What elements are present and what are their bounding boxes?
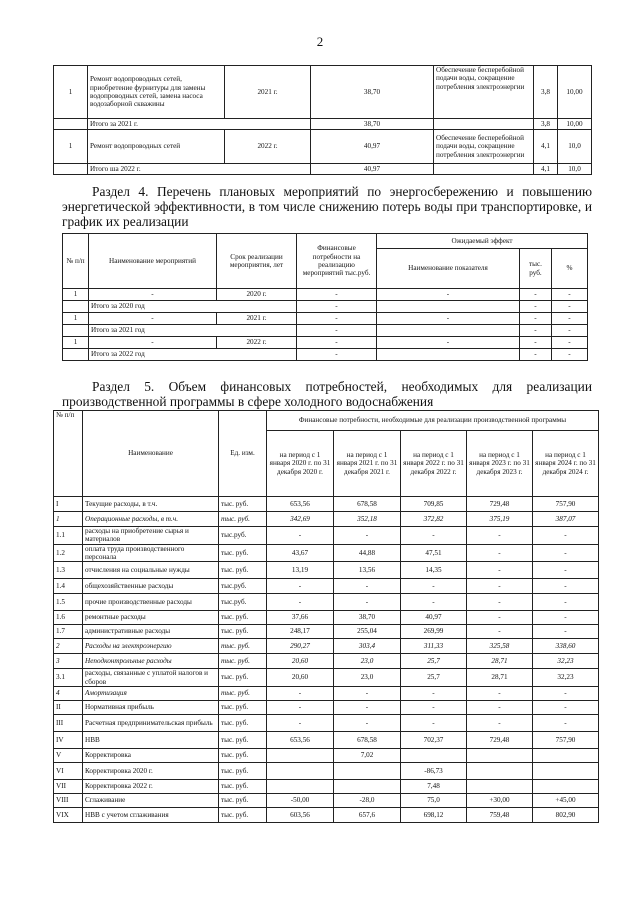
measure-year: 2021 г. [217,313,297,325]
row-value [467,749,533,763]
row-value: - [533,715,599,732]
effect-percent: - [552,313,588,325]
row-value: 342,69 [267,512,334,527]
row-number: VIX [54,808,83,823]
row-value: 802,90 [533,808,599,823]
row-number: I [54,497,83,512]
row-value: - [334,715,401,732]
measure-finance: - [297,289,377,301]
row-unit: тыс.руб. [219,527,267,545]
row-value: - [467,594,533,611]
row-value: 47,51 [401,544,467,562]
row-value [401,749,467,763]
indicator: - [377,337,520,349]
row-value: 44,88 [334,544,401,562]
row-number: 1 [54,512,83,527]
row-value: +45,00 [533,794,599,808]
table-row [63,289,588,301]
total-value: - [520,301,552,313]
total-value: 4,1 [534,164,558,175]
row-value: 269,99 [401,625,467,639]
row-value: - [267,594,334,611]
row-unit: тыс. руб. [219,544,267,562]
row-value: - [533,562,599,579]
row-value: 352,18 [334,512,401,527]
table-row [54,594,599,611]
row-value: 28,71 [467,654,533,669]
row-name: НВВ с учетом сглаживания [83,808,219,823]
header-number: № п/п [63,234,89,289]
row-unit: тыс. руб. [219,625,267,639]
row-name: Корректировка 2020 г. [83,763,219,780]
row-name: оплата труда производственного персонала [83,544,219,562]
row-number: 1.5 [54,594,83,611]
row-number: 1 [54,130,88,164]
measure-year: 2022 г. [225,130,311,164]
row-name: отчисления на социальные нужды [83,562,219,579]
row-value: 20,60 [267,669,334,687]
row-unit: тыс.руб. [219,594,267,611]
row-value: - [267,579,334,594]
table-row [54,715,599,732]
effect-value: - [520,313,552,325]
table-row [63,301,588,313]
row-value: - [533,701,599,715]
row-unit: тыс. руб. [219,512,267,527]
total-label: Итого за 2021 г. [88,119,311,130]
effect-percent: 10,00 [558,66,592,119]
row-value: 32,23 [533,669,599,687]
table-row [54,763,599,780]
row-value: 40,97 [401,611,467,625]
table-row [63,313,588,325]
measure-name: Ремонт водопроводных сетей [88,130,225,164]
measure-name: - [89,289,217,301]
row-unit: тыс. руб. [219,687,267,701]
effect-percent: - [552,289,588,301]
row-value [267,763,334,780]
page-number: 2 [316,34,324,49]
row-unit: тыс.руб. [219,579,267,594]
row-value: 759,48 [467,808,533,823]
header-period-2023: на период с 1 января 2023 г. по 31 декабря 2023 г. [467,431,533,497]
table-row [54,562,599,579]
indicator: - [377,289,520,301]
row-value [533,780,599,794]
row-value: - [334,594,401,611]
total-value: - [520,325,552,337]
row-value: - [467,544,533,562]
row-number: 1.1 [54,527,83,545]
row-value: - [267,701,334,715]
row-number: VIII [54,794,83,808]
row-value: 757,90 [533,497,599,512]
section-4-heading: Раздел 4. Перечень плановых мероприятий по энергосбережению и повышению энергетической эффективности, в том числе снижению потерь воды при транспортировке, и график их реализации [62,184,592,229]
header-finance: Финансовые потребности на реализацию мероприятий тыс.руб. [297,234,377,289]
section-4-table [62,233,588,361]
row-value [467,763,533,780]
header-effect: Ожидаемый эффект [377,234,588,249]
row-number: VII [54,780,83,794]
measure-name: - [89,337,217,349]
row-number: 3.1 [54,669,83,687]
row-name: ремонтные расходы [83,611,219,625]
table-row [54,780,599,794]
row-value: - [401,527,467,545]
row-unit: тыс. руб. [219,669,267,687]
row-value: 13,19 [267,562,334,579]
total-label: Итого ша 2022 г. [88,164,311,175]
effect-percent: 10,0 [558,130,592,164]
table-row [54,130,592,164]
measure-effect: Обеспечение бесперебойной подачи воды, сокращение потребления электроэнергии [434,130,534,164]
row-value: 698,12 [401,808,467,823]
row-name: Нормативная прибыль [83,701,219,715]
row-value: - [401,701,467,715]
effect-percent: - [552,337,588,349]
measure-name: - [89,313,217,325]
table-row [54,625,599,639]
row-name: Расчетная предпринимательская прибыль [83,715,219,732]
measure-cost: 40,97 [311,130,434,164]
row-value: - [467,611,533,625]
table-row [54,639,599,654]
row-number: VI [54,763,83,780]
row-value: - [401,715,467,732]
row-number: 2 [54,639,83,654]
row-value [467,780,533,794]
row-number: 1 [54,66,88,119]
row-value: - [467,527,533,545]
row-value: - [533,544,599,562]
table-row [54,497,599,512]
row-value [267,780,334,794]
row-value: 311,33 [401,639,467,654]
header-thous: тыс. руб. [520,249,552,289]
row-value: 603,56 [267,808,334,823]
table-row [54,544,599,562]
row-unit: тыс. руб. [219,749,267,763]
row-number: IV [54,732,83,749]
row-number: 1 [63,289,89,301]
row-value: - [401,594,467,611]
row-unit: тыс. руб. [219,780,267,794]
row-name: Корректировка [83,749,219,763]
row-name: расходы, связанные с уплатой налогов и сборов [83,669,219,687]
section-5-table [53,410,599,823]
header-period-2022: на период с 1 января 2022 г. по 31 декабря 2022 г. [401,431,467,497]
header-percent: % [552,249,588,289]
row-value: 372,82 [401,512,467,527]
row-value: 387,07 [533,512,599,527]
total-finance: - [297,349,377,361]
measure-name: Ремонт водопроводных сетей, приобретение фурнитуры для замены водопроводных сетей, замена насоса водозаборной скважины [88,66,225,119]
row-value: 338,60 [533,639,599,654]
measure-year: 2022 г. [217,337,297,349]
row-value: 28,71 [467,669,533,687]
effect-value: - [520,337,552,349]
header-period-2020: на период с 1 января 2020 г. по 31 декабря 2020 г. [267,431,334,497]
row-value: - [467,625,533,639]
row-value: 20,60 [267,654,334,669]
row-number: 4 [54,687,83,701]
measure-cost: 38,70 [311,66,434,119]
row-value: 657,6 [334,808,401,823]
row-unit: тыс. руб. [219,639,267,654]
row-unit: тыс. руб. [219,808,267,823]
row-value [533,749,599,763]
row-value: - [334,579,401,594]
row-unit: тыс. руб. [219,701,267,715]
row-name: общехозяйственные расходы [83,579,219,594]
row-value: - [467,701,533,715]
header-unit: Ед. изм. [219,411,267,497]
total-cost: 40,97 [311,164,434,175]
row-value: - [533,611,599,625]
row-number: 1.4 [54,579,83,594]
section-5-heading: Раздел 5. Объем финансовых потребностей, необходимых для реализации производственной программы в сфере холодного водоснабжения [62,379,592,409]
measure-effect: Обеспечение бесперебойной подачи воды, сокращение потребления электроэнергии [434,66,534,119]
row-value: 25,7 [401,669,467,687]
row-value: 32,23 [533,654,599,669]
row-name: НВВ [83,732,219,749]
row-value: 23,0 [334,669,401,687]
total-percent: - [552,301,588,313]
row-name: Сглаживание [83,794,219,808]
row-value: 757,90 [533,732,599,749]
row-value: - [533,594,599,611]
total-value: 3,8 [534,119,558,130]
row-value: -86,73 [401,763,467,780]
row-value: 7,48 [401,780,467,794]
row-value: 7,02 [334,749,401,763]
header-name: Наименование [83,411,219,497]
row-value [334,763,401,780]
row-value [533,763,599,780]
total-finance: - [297,325,377,337]
row-value: - [401,687,467,701]
row-value: - [401,579,467,594]
table-row [54,732,599,749]
table-row [54,749,599,763]
table-row [54,808,599,823]
total-percent: - [552,349,588,361]
row-value: 729,48 [467,497,533,512]
header-period-2024: на период с 1 января 2024 г. по 31 декабря 2024 г. [533,431,599,497]
measures-table-continued [53,65,592,175]
row-value: - [467,687,533,701]
row-name: Неподконтрольные расходы [83,654,219,669]
row-value: -28,0 [334,794,401,808]
row-name: Расходы на электроэнергию [83,639,219,654]
table-row [54,66,592,119]
total-percent: 10,0 [558,164,592,175]
row-value: 23,0 [334,654,401,669]
row-value: - [267,527,334,545]
row-unit: тыс. руб. [219,715,267,732]
measure-year: 2020 г. [217,289,297,301]
total-label: Итого за 2020 год [89,301,297,313]
row-unit: тыс. руб. [219,654,267,669]
row-value: 702,37 [401,732,467,749]
table-row [63,337,588,349]
row-unit: тыс. руб. [219,732,267,749]
table-row [63,325,588,337]
row-number: 1 [63,337,89,349]
row-number: 1.7 [54,625,83,639]
row-name: расходы на приобретение сырья и материалов [83,527,219,545]
header-period-2021: на период с 1 января 2021 г. по 31 декабря 2021 г. [334,431,401,497]
row-name: прочие производственные расходы [83,594,219,611]
row-name: Текущие расходы, в т.ч. [83,497,219,512]
header-term: Срок реализации мероприятия, лет [217,234,297,289]
row-value: 13,56 [334,562,401,579]
row-value: - [267,715,334,732]
row-number: III [54,715,83,732]
header-indicator: Наименование показателя [377,249,520,289]
total-finance: - [297,301,377,313]
table-row [54,579,599,594]
row-value [267,749,334,763]
table-row [54,611,599,625]
row-value: - [267,687,334,701]
total-value: - [520,349,552,361]
row-value: - [467,562,533,579]
row-value: - [334,701,401,715]
table-row [63,349,588,361]
row-number: 1.2 [54,544,83,562]
table-row [54,687,599,701]
row-value: 14,35 [401,562,467,579]
table-row [54,654,599,669]
table-row [54,527,599,545]
row-value: - [467,715,533,732]
row-value: 709,85 [401,497,467,512]
total-label: Итого за 2021 год [89,325,297,337]
row-value: 43,67 [267,544,334,562]
header-number: № п/п [54,411,83,497]
row-value: - [533,687,599,701]
row-value: 653,56 [267,497,334,512]
row-unit: тыс. руб. [219,763,267,780]
row-number: 1.3 [54,562,83,579]
row-value: - [533,625,599,639]
row-value: 255,04 [334,625,401,639]
measure-year: 2021 г. [225,66,311,119]
row-value: 653,56 [267,732,334,749]
total-cost: 38,70 [311,119,434,130]
row-value: 325,58 [467,639,533,654]
row-value: 290,27 [267,639,334,654]
indicator: - [377,313,520,325]
effect-value: 3,8 [534,66,558,119]
row-value: - [533,579,599,594]
row-value: 678,58 [334,497,401,512]
row-number: II [54,701,83,715]
total-percent: - [552,325,588,337]
row-number: 3 [54,654,83,669]
table-row [54,701,599,715]
row-value: - [533,527,599,545]
row-unit: тыс. руб. [219,794,267,808]
row-name: Корректировка 2022 г. [83,780,219,794]
measure-finance: - [297,337,377,349]
row-number: 1 [63,313,89,325]
row-name: административные расходы [83,625,219,639]
row-value: 37,66 [267,611,334,625]
row-number: V [54,749,83,763]
row-value [334,780,401,794]
row-value: -50,00 [267,794,334,808]
row-value: 375,19 [467,512,533,527]
row-unit: тыс. руб. [219,562,267,579]
header-name: Наименование мероприятий [89,234,217,289]
row-value: +30,00 [467,794,533,808]
table-row [54,119,592,130]
table-row [54,512,599,527]
total-percent: 10,00 [558,119,592,130]
row-value: 678,58 [334,732,401,749]
row-unit: тыс. руб. [219,497,267,512]
row-value: - [467,579,533,594]
total-label: Итого за 2022 год [89,349,297,361]
row-value: 248,17 [267,625,334,639]
measure-finance: - [297,313,377,325]
row-value: 303,4 [334,639,401,654]
row-value: - [334,527,401,545]
row-value: 729,48 [467,732,533,749]
row-name: Операционные расходы, в т.ч. [83,512,219,527]
effect-value: - [520,289,552,301]
table-row [54,164,592,175]
row-number: 1.6 [54,611,83,625]
row-name: Амортизация [83,687,219,701]
row-value: 25,7 [401,654,467,669]
row-value: 38,70 [334,611,401,625]
row-unit: тыс. руб. [219,611,267,625]
row-value: - [334,687,401,701]
table-row [54,669,599,687]
table-row [54,794,599,808]
row-value: 75,0 [401,794,467,808]
effect-value: 4,1 [534,130,558,164]
header-group: Финансовые потребности, необходимые для реализации производственной программы [267,411,599,431]
